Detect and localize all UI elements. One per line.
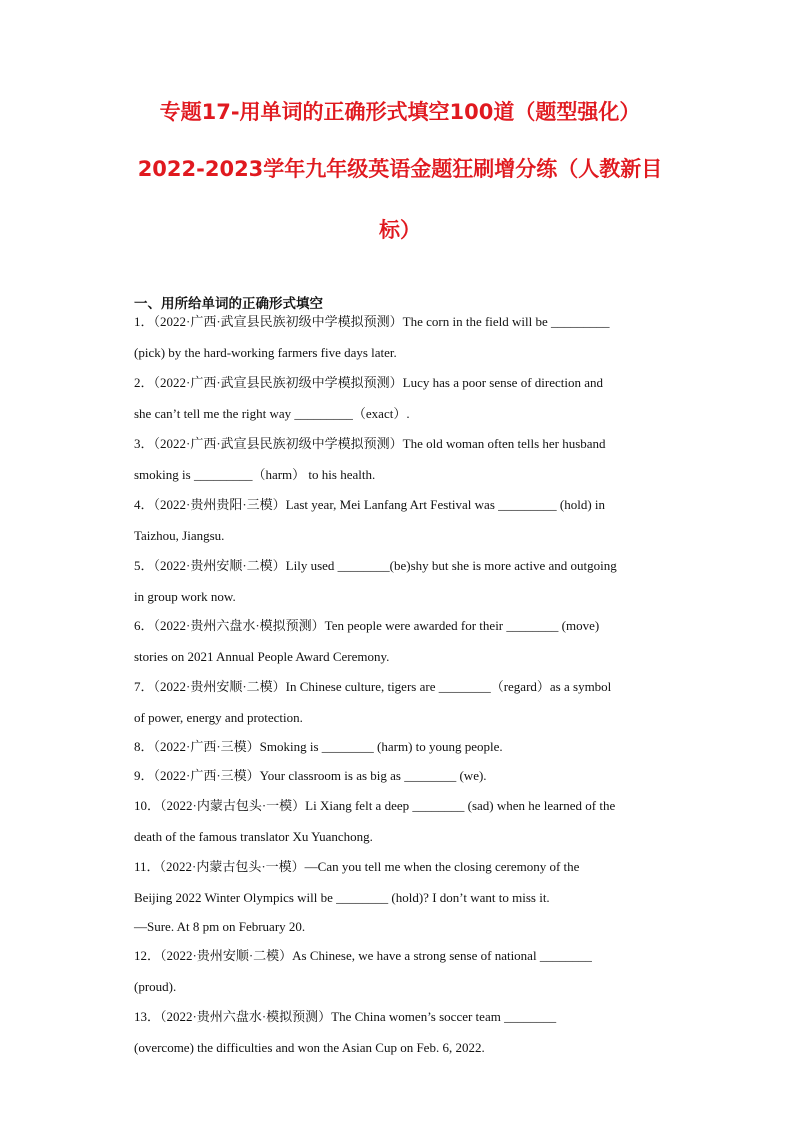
question-8-line-1: 8．（2022·广西·三模）Smoking is ________ (harm) to young people. [134, 739, 503, 754]
question-2-line-1: 2．（2022·广西·武宣县民族初级中学模拟预测）Lucy has a poor sense of direction and [134, 375, 604, 390]
question-13-line-1: 13．（2022·贵州六盘水·模拟预测）The China women’s soccer team ________ [134, 1009, 557, 1024]
question-3-line-2: smoking is _________（harm） to his health. [134, 467, 376, 482]
question-12-line-1: 12．（2022·贵州安顺·二模）As Chinese, we have a strong sense of national ________ [134, 948, 592, 963]
question-9-line-1: 9．（2022·广西·三模）Your classroom is as big as ________ (we). [134, 768, 487, 783]
question-11-line-3: —Sure. At 8 pm on February 20. [134, 919, 306, 934]
question-6-line-1: 6．（2022·贵州六盘水·模拟预测）Ten people were awarded for their ________ (move) [134, 618, 600, 633]
question-2-line-2: she can’t tell me the right way _________（exact）. [134, 406, 410, 421]
question-7-line-2: of power, energy and protection. [134, 710, 303, 725]
section-heading: 一、用所给单词的正确形式填空 [134, 296, 323, 312]
document-title-line-1: 专题17-用单词的正确形式填空100道（题型强化） [159, 100, 641, 124]
document-title-line-2: 2022-2023学年九年级英语金题狂刷增分练（人教新目 [137, 157, 663, 181]
question-5-line-1: 5．（2022·贵州安顺·二模）Lily used ________(be)shy but she is more active and outgoing [134, 558, 617, 573]
question-10-line-1: 10．（2022·内蒙古包头·一模）Li Xiang felt a deep ________ (sad) when he learned of the [134, 798, 616, 813]
question-11-line-2: Beijing 2022 Winter Olympics will be ________ (hold)? I don’t want to miss it. [134, 890, 550, 905]
question-4-line-1: 4．（2022·贵州贵阳·三模）Last year, Mei Lanfang Art Festival was _________ (hold) in [134, 497, 606, 512]
question-10-line-2: death of the famous translator Xu Yuanchong. [134, 829, 373, 844]
question-7-line-1: 7．（2022·贵州安顺·二模）In Chinese culture, tigers are ________（regard）as a symbol [134, 679, 612, 694]
question-1-line-1: 1．（2022·广西·武宣县民族初级中学模拟预测）The corn in the field will be _________ [134, 314, 610, 329]
question-4-line-2: Taizhou, Jiangsu. [134, 528, 225, 543]
question-11-line-1: 11．（2022·内蒙古包头·一模）—Can you tell me when the closing ceremony of the [134, 859, 580, 874]
question-13-line-2: (overcome) the difficulties and won the Asian Cup on Feb. 6, 2022. [134, 1040, 485, 1055]
question-3-line-1: 3．（2022·广西·武宣县民族初级中学模拟预测）The old woman often tells her husband [134, 436, 606, 451]
question-5-line-2: in group work now. [134, 589, 236, 604]
question-1-line-2: (pick) by the hard-working farmers five days later. [134, 345, 397, 360]
question-12-line-2: (proud). [134, 979, 177, 994]
document-title-line-3: 标） [379, 218, 421, 242]
question-6-line-2: stories on 2021 Annual People Award Ceremony. [134, 649, 390, 664]
